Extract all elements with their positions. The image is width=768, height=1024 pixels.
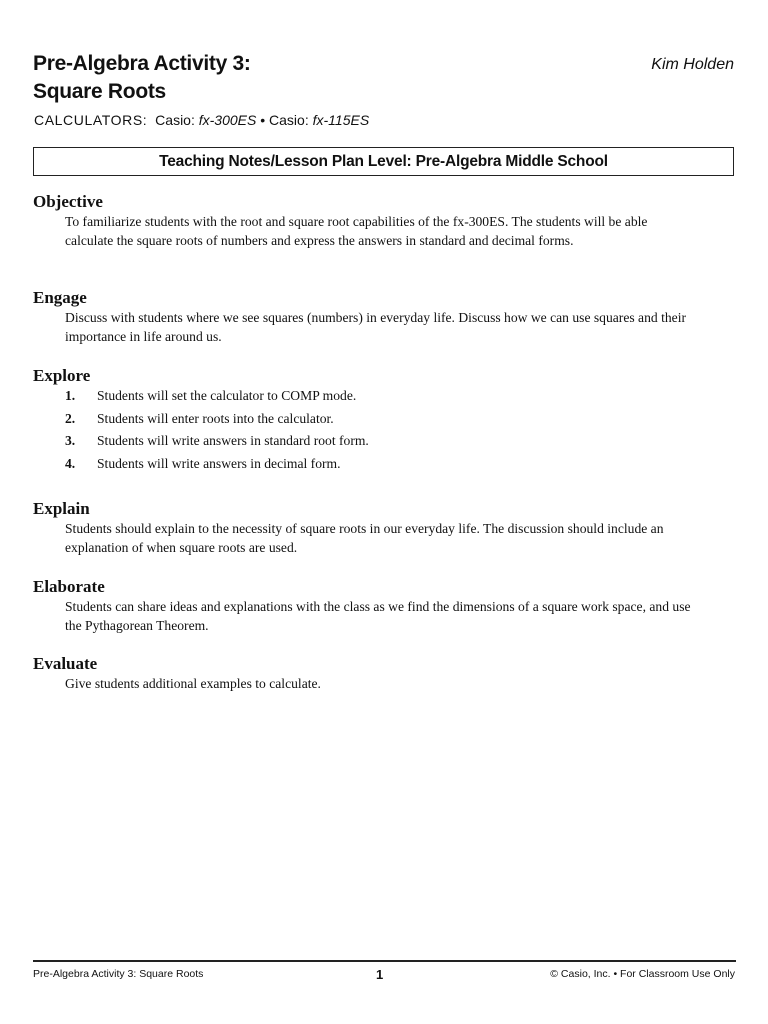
section-body: Give students additional examples to calculate.	[65, 676, 321, 691]
explore-steps-list	[33, 386, 693, 476]
section-heading: Engage	[33, 288, 87, 307]
list-item	[65, 386, 693, 409]
step-text: Students will set the calculator to COMP mode.	[97, 388, 357, 403]
calc1-brand: Casio:	[155, 112, 195, 128]
section-heading: Explain	[33, 499, 90, 518]
section-engage	[33, 288, 693, 347]
step-text: Students will write answers in standard root form.	[97, 433, 369, 448]
calculators-label: CALCULATORS:	[34, 112, 148, 128]
section-heading: Elaborate	[33, 577, 105, 596]
lesson-level-banner	[33, 147, 734, 176]
section-body: Discuss with students where we see squares (numbers) in everyday life. Discuss how we can use squares and their importance in life around us.	[65, 310, 686, 345]
section-explain	[33, 499, 693, 558]
section-heading: Objective	[33, 192, 103, 211]
page-number: 1	[376, 967, 384, 982]
author-name: Kim Holden	[651, 56, 734, 73]
section-body: Students can share ideas and explanations with the class as we find the dimensions of a square work space, and use the Pythagorean Theorem.	[65, 599, 691, 634]
step-number: 3.	[65, 433, 76, 448]
lesson-level-text: Teaching Notes/Lesson Plan Level: Pre-Algebra Middle School	[159, 152, 608, 170]
list-item	[65, 409, 693, 432]
step-number: 4.	[65, 455, 76, 471]
step-number: 2.	[65, 410, 76, 426]
section-evaluate	[33, 654, 693, 693]
section-explore	[33, 366, 693, 476]
step-text: Students will write answers in decimal form.	[97, 455, 341, 471]
step-text: Students will enter roots into the calculator.	[97, 410, 334, 426]
section-heading: Evaluate	[33, 654, 98, 673]
footer-copyright: © Casio, Inc. • For Classroom Use Only	[550, 968, 735, 980]
calc1-model: fx-300ES	[198, 112, 257, 128]
calc2-model: fx-115ES	[312, 112, 370, 128]
calc-separator: •	[260, 112, 266, 128]
page-title-line-1: Pre-Algebra Activity 3:	[33, 52, 251, 75]
list-item	[65, 454, 693, 477]
step-number: 1.	[65, 388, 76, 403]
section-body: To familiarize students with the root and square root capabilities of the fx-300ES. The students will be able calculate the square roots of numbers and express the answers in standard and decimal forms.	[65, 214, 648, 249]
list-item	[65, 431, 693, 454]
page-title-line-2: Square Roots	[33, 80, 166, 103]
section-body: Students should explain to the necessity of square roots in our everyday life. The discussion should include an explanation of when square roots are used.	[65, 521, 664, 556]
calc2-brand: Casio:	[269, 112, 309, 128]
footer-title: Pre-Algebra Activity 3: Square Roots	[33, 968, 204, 980]
footer-divider	[33, 960, 736, 962]
section-elaborate	[33, 577, 693, 636]
calculators-line	[34, 112, 369, 128]
section-heading: Explore	[33, 366, 91, 385]
section-objective	[33, 192, 693, 251]
